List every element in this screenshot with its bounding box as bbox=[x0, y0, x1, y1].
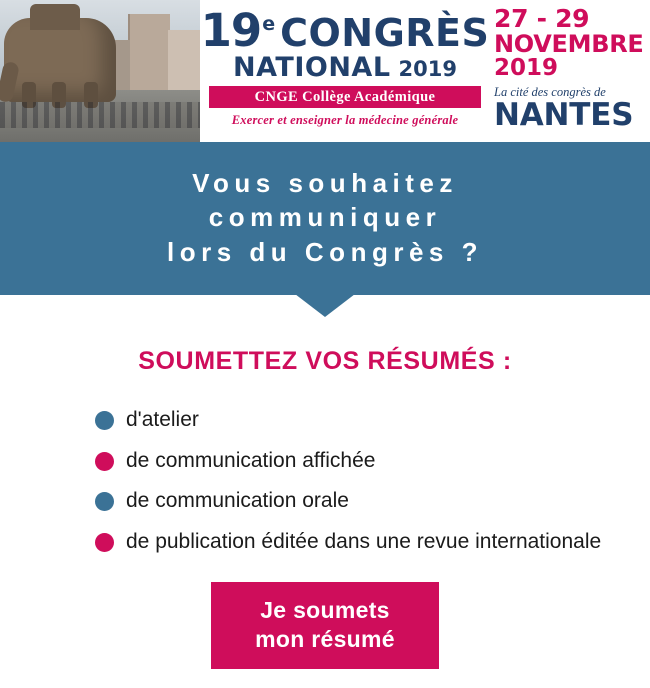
list-item bbox=[95, 406, 650, 434]
list-item bbox=[95, 487, 650, 515]
bullet-dot-icon bbox=[95, 411, 114, 430]
photo-building-1 bbox=[128, 14, 170, 92]
header-banner bbox=[0, 0, 650, 142]
list-item-label: de communication affichée bbox=[126, 448, 376, 472]
cta-line-1: Je soumets bbox=[260, 596, 390, 623]
national-word: NATIONAL bbox=[233, 52, 391, 83]
banner-arrow-icon bbox=[295, 294, 355, 317]
cta-container bbox=[0, 582, 650, 670]
logo-year: 2019 bbox=[398, 57, 457, 81]
banner-line-3: lors du Congrès ? bbox=[167, 236, 483, 267]
bullet-dot-icon bbox=[95, 452, 114, 471]
edition-suffix: e bbox=[262, 13, 276, 35]
submit-abstract-button[interactable] bbox=[211, 582, 439, 670]
cta-line-2: mon résumé bbox=[255, 625, 395, 652]
bullet-dot-icon bbox=[95, 492, 114, 511]
list-item-label: d'atelier bbox=[126, 407, 199, 431]
organization-name: CNGE Collège Académique bbox=[254, 88, 436, 105]
venue-name: La cité des congrès de bbox=[494, 85, 606, 100]
list-item bbox=[95, 447, 650, 475]
banner-line-2: communiquer bbox=[208, 202, 442, 233]
organization-bar bbox=[209, 86, 481, 108]
banner-line-1: Vous souhaitez bbox=[192, 168, 458, 198]
list-item-label: de communication orale bbox=[126, 489, 349, 513]
date-venue-block bbox=[490, 0, 650, 142]
organization-tagline: Exercer et enseigner la médecine générale bbox=[231, 113, 459, 127]
date-day-range: 27 - 29 bbox=[494, 4, 590, 33]
edition-number: 19 bbox=[200, 4, 262, 57]
venue-city: NANTES bbox=[494, 97, 634, 134]
logo-top-line bbox=[200, 4, 490, 57]
submit-title: SOUMETTEZ VOS RÉSUMÉS : bbox=[138, 346, 512, 375]
question-banner bbox=[0, 142, 650, 295]
photo-building-2 bbox=[168, 30, 200, 92]
date-year: 2019 bbox=[494, 54, 559, 81]
main-content bbox=[0, 295, 650, 669]
congress-word: CONGRÈS bbox=[280, 11, 490, 55]
bullet-dot-icon bbox=[95, 533, 114, 552]
nantes-elephant-photo bbox=[0, 0, 200, 142]
logo-second-line bbox=[233, 54, 457, 81]
date-month: NOVEMBRE bbox=[494, 29, 644, 58]
abstract-type-list bbox=[0, 406, 650, 556]
list-item-label: de publication éditée dans une revue internationale bbox=[126, 530, 602, 554]
elephant-howdah-icon bbox=[30, 4, 80, 30]
congress-logo bbox=[200, 0, 490, 142]
list-item bbox=[95, 528, 650, 556]
photo-crowd bbox=[0, 102, 200, 128]
